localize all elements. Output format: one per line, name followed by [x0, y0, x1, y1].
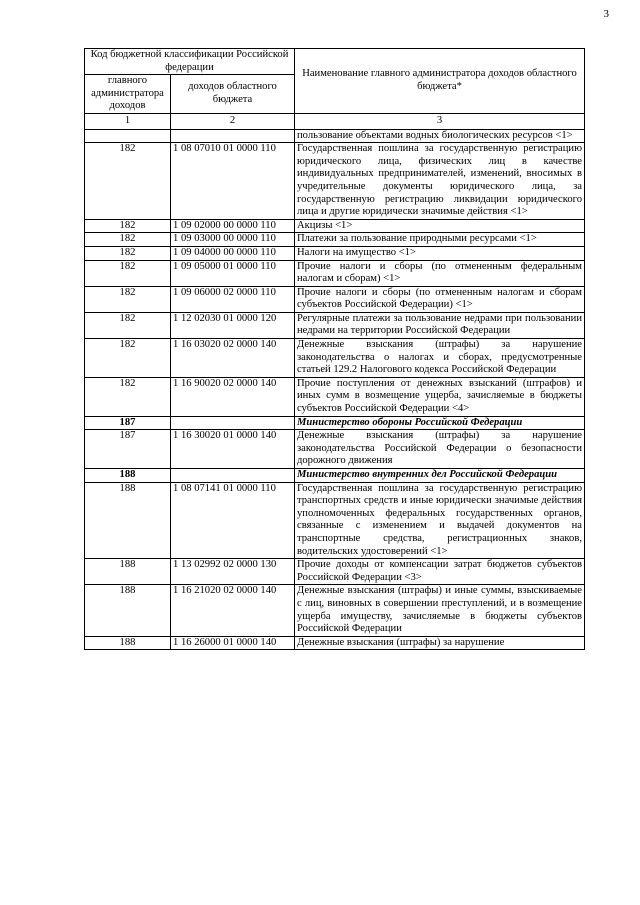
table-row	[85, 585, 585, 636]
table-row	[85, 312, 585, 338]
name-cell: Платежи за пользование природными ресурсами <1>	[295, 233, 585, 247]
admin-code-cell: 182	[85, 233, 171, 247]
income-code-cell: 1 09 05000 01 0000 110	[171, 260, 295, 286]
name-cell: Государственная пошлина за государственную регистрацию юридического лица, физических лиц в качестве индивидуальных предпринимателей, изменений, вносимых в учредительные документы юридического лица, за государственную регистрацию ликвидации юридического лица и другие юридически значимые действия <1>	[295, 143, 585, 220]
table-row	[85, 559, 585, 585]
table-row	[85, 430, 585, 469]
name-cell: Денежные взыскания (штрафы) за нарушение	[295, 636, 585, 650]
table-row	[85, 286, 585, 312]
income-code-cell	[171, 129, 295, 143]
income-code-cell: 1 09 06000 02 0000 110	[171, 286, 295, 312]
name-cell: Денежные взыскания (штрафы) за нарушение законодательства о налогах и сборах, предусмотренные статьей 129.2 Налогового кодекса Российской Федерации	[295, 339, 585, 378]
income-code-cell: 1 08 07141 01 0000 110	[171, 482, 295, 559]
admin-code-cell: 187	[85, 416, 171, 430]
income-code-cell: 1 16 21020 02 0000 140	[171, 585, 295, 636]
income-code-cell: 1 09 04000 00 0000 110	[171, 246, 295, 260]
page-number: 3	[603, 8, 609, 20]
name-cell: Прочие поступления от денежных взысканий (штрафов) и иных сумм в возмещение ущерба, зачисляемые в бюджеты субъектов Российской Федерации <4>	[295, 377, 585, 416]
section-header-row	[85, 416, 585, 430]
name-cell: Прочие налоги и сборы (по отмененным федеральным налогам и сборам) <1>	[295, 260, 585, 286]
table-row	[85, 260, 585, 286]
income-code-cell: 1 08 07010 01 0000 110	[171, 143, 295, 220]
header-name-column: Наименование главного администратора доходов областного бюджета*	[295, 49, 585, 114]
header-number-3: 3	[295, 113, 585, 129]
header-code-column: доходов областного бюджета	[171, 75, 295, 114]
income-code-cell: 1 16 03020 02 0000 140	[171, 339, 295, 378]
admin-code-cell: 182	[85, 339, 171, 378]
income-code-cell: 1 12 02030 01 0000 120	[171, 312, 295, 338]
income-code-cell	[171, 469, 295, 483]
name-cell: Акцизы <1>	[295, 219, 585, 233]
admin-code-cell	[85, 129, 171, 143]
admin-code-cell: 188	[85, 482, 171, 559]
table-row	[85, 377, 585, 416]
table-row	[85, 339, 585, 378]
name-cell: Министерство обороны Российской Федерации	[295, 416, 585, 430]
admin-code-cell: 182	[85, 260, 171, 286]
admin-code-cell: 182	[85, 377, 171, 416]
table-row	[85, 129, 585, 143]
name-cell: пользование объектами водных биологических ресурсов <1>	[295, 129, 585, 143]
income-code-cell: 1 16 26000 01 0000 140	[171, 636, 295, 650]
income-code-cell: 1 16 30020 01 0000 140	[171, 430, 295, 469]
name-cell: Государственная пошлина за государственную регистрацию транспортных средств и иные юридически значимые действия уполномоченных федеральных государственных органов, связанные с изменением и выдачей документов на транспортные средства, регистрационных знаков, водительских удостоверений <1>	[295, 482, 585, 559]
income-code-cell: 1 09 03000 00 0000 110	[171, 233, 295, 247]
income-code-cell: 1 09 02000 00 0000 110	[171, 219, 295, 233]
name-cell: Министерство внутренних дел Российской Федерации	[295, 469, 585, 483]
admin-code-cell: 182	[85, 312, 171, 338]
admin-code-cell: 182	[85, 246, 171, 260]
table-row	[85, 233, 585, 247]
admin-code-cell: 188	[85, 469, 171, 483]
name-cell: Прочие налоги и сборы (по отмененным налогам и сборам субъектов Российской Федерации) <1>	[295, 286, 585, 312]
table-row	[85, 219, 585, 233]
name-cell: Денежные взыскания (штрафы) и иные суммы, взыскиваемые с лиц, виновных в совершении преступлений, и в возмещение ущерба имуществу, зачисляемые в бюджеты субъектов Российской Федерации	[295, 585, 585, 636]
name-cell: Денежные взыскания (штрафы) за нарушение законодательства Российской Федерации о безопасности дорожного движения	[295, 430, 585, 469]
name-cell: Налоги на имущество <1>	[295, 246, 585, 260]
table-row	[85, 482, 585, 559]
table-body	[85, 129, 585, 650]
income-code-cell	[171, 416, 295, 430]
admin-code-cell: 188	[85, 559, 171, 585]
income-code-cell: 1 13 02992 02 0000 130	[171, 559, 295, 585]
income-code-cell: 1 16 90020 02 0000 140	[171, 377, 295, 416]
admin-code-cell: 187	[85, 430, 171, 469]
table-row	[85, 143, 585, 220]
header-number-2: 2	[171, 113, 295, 129]
name-cell: Регулярные платежи за пользование недрами при пользовании недрами на территории Российской Федерации	[295, 312, 585, 338]
header-number-1: 1	[85, 113, 171, 129]
table-row	[85, 246, 585, 260]
admin-code-cell: 188	[85, 585, 171, 636]
admin-code-cell: 182	[85, 219, 171, 233]
admin-code-cell: 188	[85, 636, 171, 650]
header-group-title: Код бюджетной классификации Российской федерации	[85, 49, 295, 75]
budget-classification-table	[84, 48, 585, 650]
admin-code-cell: 182	[85, 286, 171, 312]
admin-code-cell: 182	[85, 143, 171, 220]
table-row	[85, 636, 585, 650]
header-admin-column: главного администратора доходов	[85, 75, 171, 114]
name-cell: Прочие доходы от компенсации затрат бюджетов субъектов Российской Федерации <3>	[295, 559, 585, 585]
section-header-row	[85, 469, 585, 483]
